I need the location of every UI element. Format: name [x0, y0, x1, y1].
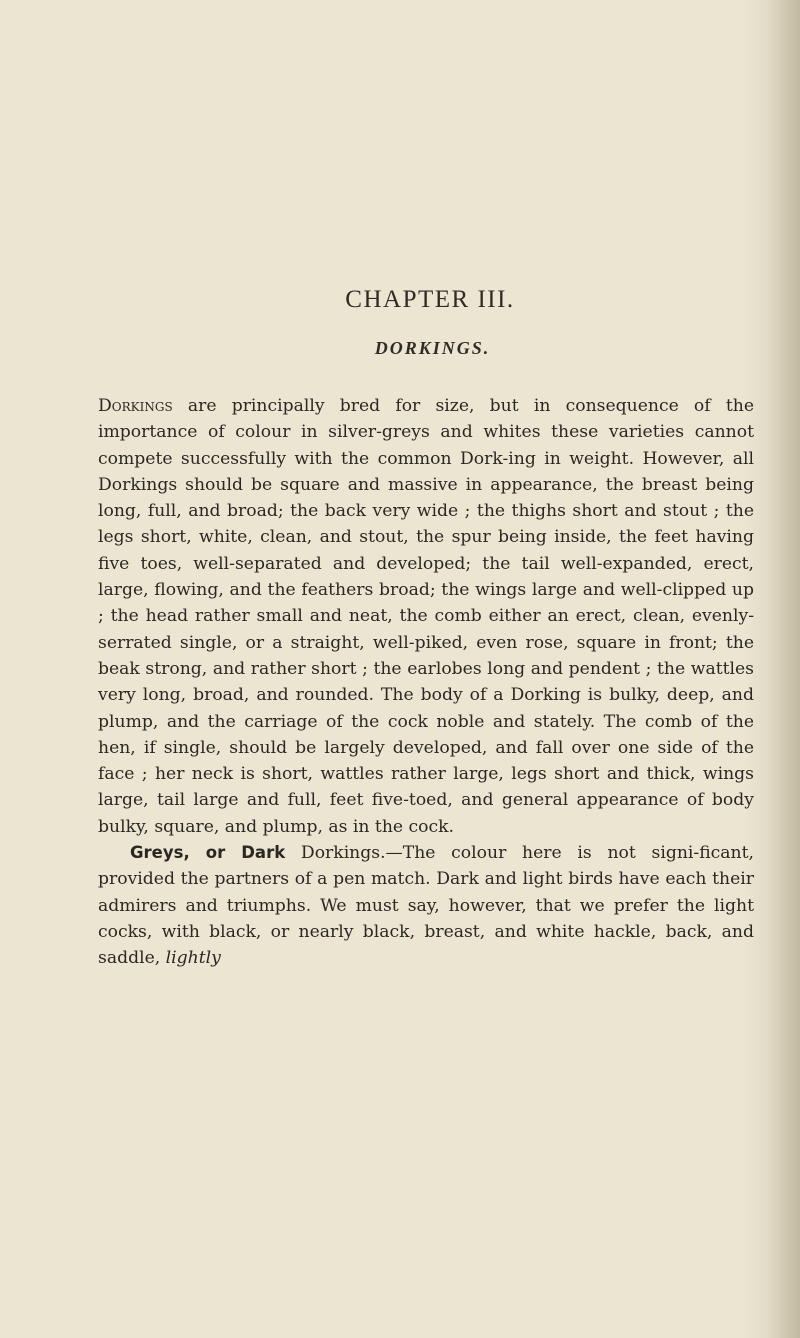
section-heading-greys: Greys, or Dark [130, 843, 286, 863]
paragraph-dorkings [98, 393, 754, 840]
paragraph-text: are principally bred for size, but in consequence of the importance of colour in silver-greys and whites these varieties cannot compete successfully with the common Dork-ing in weight. However, all Dorkings should be square and massive in appearance, the breast being long, full, and broad; the back very wide ; the thighs short and stout ; the legs short, white, clean, and stout, the spur being inside, the feet having five toes, well-separated and developed; the tail well-expanded, erect, large, flowing, and the feathers broad; the wings large and well-clipped up ; the head rather small and neat, the comb either an erect, clean, evenly-serrated single, or a straight, well-piked, even rose, square in front; the beak strong, and rather short ; the earlobes long and pendent ; the wattles very long, broad, and rounded. The body of a Dorking is bulky, deep, and plump, and the carriage of the cock noble and stately. The comb of the hen, if single, should be largely developed, and fall over one side of the face ; her neck is short, wattles rather large, legs short and thick, wings large, tail large and full, feet five-toed, and general appearance of body bulky, square, and plump, as in the cock. [98, 396, 754, 837]
chapter-subtitle: DORKINGS. [374, 338, 491, 358]
paragraph-italic-ending: lightly [165, 948, 221, 969]
paragraph-greys [98, 840, 754, 971]
paragraph-lead-word: Dorkings [98, 396, 173, 416]
page-edge-shading [766, 0, 800, 1338]
chapter-title: CHAPTER III. [345, 286, 515, 313]
paragraph-text: Dorkings.—The colour here is not signi-ficant, provided the partners of a pen match. Dark and light birds have each their admirers and triumphs. We must say, however, that we prefer the light cocks, with black, or nearly black, breast, and white hackle, back, and saddle, [98, 843, 754, 969]
body-text [98, 393, 754, 972]
